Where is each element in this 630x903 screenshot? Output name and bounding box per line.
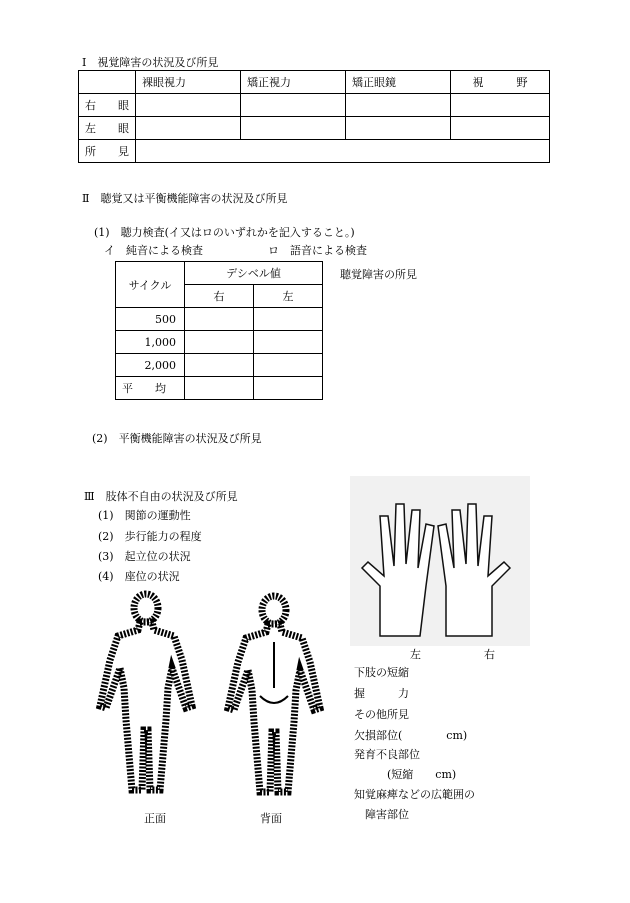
- vision-table: [78, 70, 550, 163]
- balance-heading: (2) 平衡機能障害の状況及び所見: [92, 432, 262, 445]
- note-line: 欠損部位( cm): [354, 729, 468, 742]
- list-item: (3) 起立位の状況: [98, 550, 191, 563]
- table-row: [116, 308, 323, 331]
- header-cell: 左: [254, 285, 323, 308]
- header-cell: デシベル値: [185, 262, 323, 285]
- hand-left-label: 左: [410, 648, 421, 661]
- frequency-cell: 1,000: [116, 331, 185, 354]
- input-cell[interactable]: [451, 94, 550, 117]
- input-cell[interactable]: [185, 354, 254, 377]
- row-label: 所 見: [79, 140, 136, 163]
- input-cell[interactable]: [451, 117, 550, 140]
- list-item: (1) 関節の運動性: [98, 509, 191, 522]
- body-front-icon[interactable]: [90, 590, 202, 800]
- header-cell: 視 野: [451, 71, 550, 94]
- input-cell[interactable]: [136, 117, 241, 140]
- header-cell: 矯正眼鏡: [346, 71, 451, 94]
- hearing-table: [115, 261, 323, 400]
- average-label: 平 均: [116, 377, 185, 400]
- input-cell[interactable]: [136, 94, 241, 117]
- input-cell[interactable]: [346, 94, 451, 117]
- section2-title: Ⅱ 聴覚又は平衡機能障害の状況及び所見: [82, 192, 288, 205]
- header-cell: [79, 71, 136, 94]
- header-cell: 裸眼視力: [136, 71, 241, 94]
- header-cell: 矯正視力: [241, 71, 346, 94]
- note-line: 握 力: [354, 687, 409, 700]
- speech-option: ロ 語音による検査: [268, 244, 367, 257]
- section1-title: Ⅰ 視覚障害の状況及び所見: [82, 56, 219, 69]
- input-cell[interactable]: [185, 377, 254, 400]
- note-line: (短縮 cm): [354, 768, 457, 781]
- note-line: 知覚麻痺などの広範囲の: [354, 788, 475, 801]
- input-cell[interactable]: [346, 117, 451, 140]
- input-cell[interactable]: [185, 308, 254, 331]
- table-row: [116, 262, 323, 285]
- frequency-cell: 2,000: [116, 354, 185, 377]
- input-cell[interactable]: [185, 331, 254, 354]
- list-item: (2) 歩行能力の程度: [98, 530, 202, 543]
- hands-icon[interactable]: [350, 476, 530, 646]
- front-label: 正面: [144, 812, 166, 825]
- input-cell[interactable]: [254, 331, 323, 354]
- table-row: [79, 71, 550, 94]
- frequency-cell: 500: [116, 308, 185, 331]
- table-row: [79, 117, 550, 140]
- row-label: 右 眼: [79, 94, 136, 117]
- input-cell[interactable]: [254, 354, 323, 377]
- note-line: その他所見: [354, 708, 409, 721]
- section3-title: Ⅲ 肢体不自由の状況及び所見: [84, 490, 238, 503]
- table-row: [116, 331, 323, 354]
- row-label: 左 眼: [79, 117, 136, 140]
- back-label: 背面: [260, 812, 282, 825]
- input-cell[interactable]: [136, 140, 550, 163]
- hand-right-label: 右: [484, 648, 495, 661]
- note-line: 発育不良部位: [354, 748, 420, 761]
- input-cell[interactable]: [254, 308, 323, 331]
- header-cell: 右: [185, 285, 254, 308]
- header-cell: サイクル: [116, 262, 185, 308]
- hearing-findings-label: 聴覚障害の所見: [340, 268, 417, 281]
- table-row: [79, 140, 550, 163]
- note-line: 下肢の短縮: [354, 666, 409, 679]
- list-item: (4) 座位の状況: [98, 570, 180, 583]
- table-row: [79, 94, 550, 117]
- pure-tone-option: イ 純音による検査: [104, 244, 203, 257]
- input-cell[interactable]: [254, 377, 323, 400]
- body-back-icon[interactable]: [218, 592, 330, 802]
- hearing-test-heading: (1) 聴力検査(イ又はロのいずれかを記入すること。): [94, 226, 355, 239]
- input-cell[interactable]: [241, 117, 346, 140]
- table-row: [116, 377, 323, 400]
- table-row: [116, 354, 323, 377]
- note-line: 障害部位: [354, 808, 409, 821]
- input-cell[interactable]: [241, 94, 346, 117]
